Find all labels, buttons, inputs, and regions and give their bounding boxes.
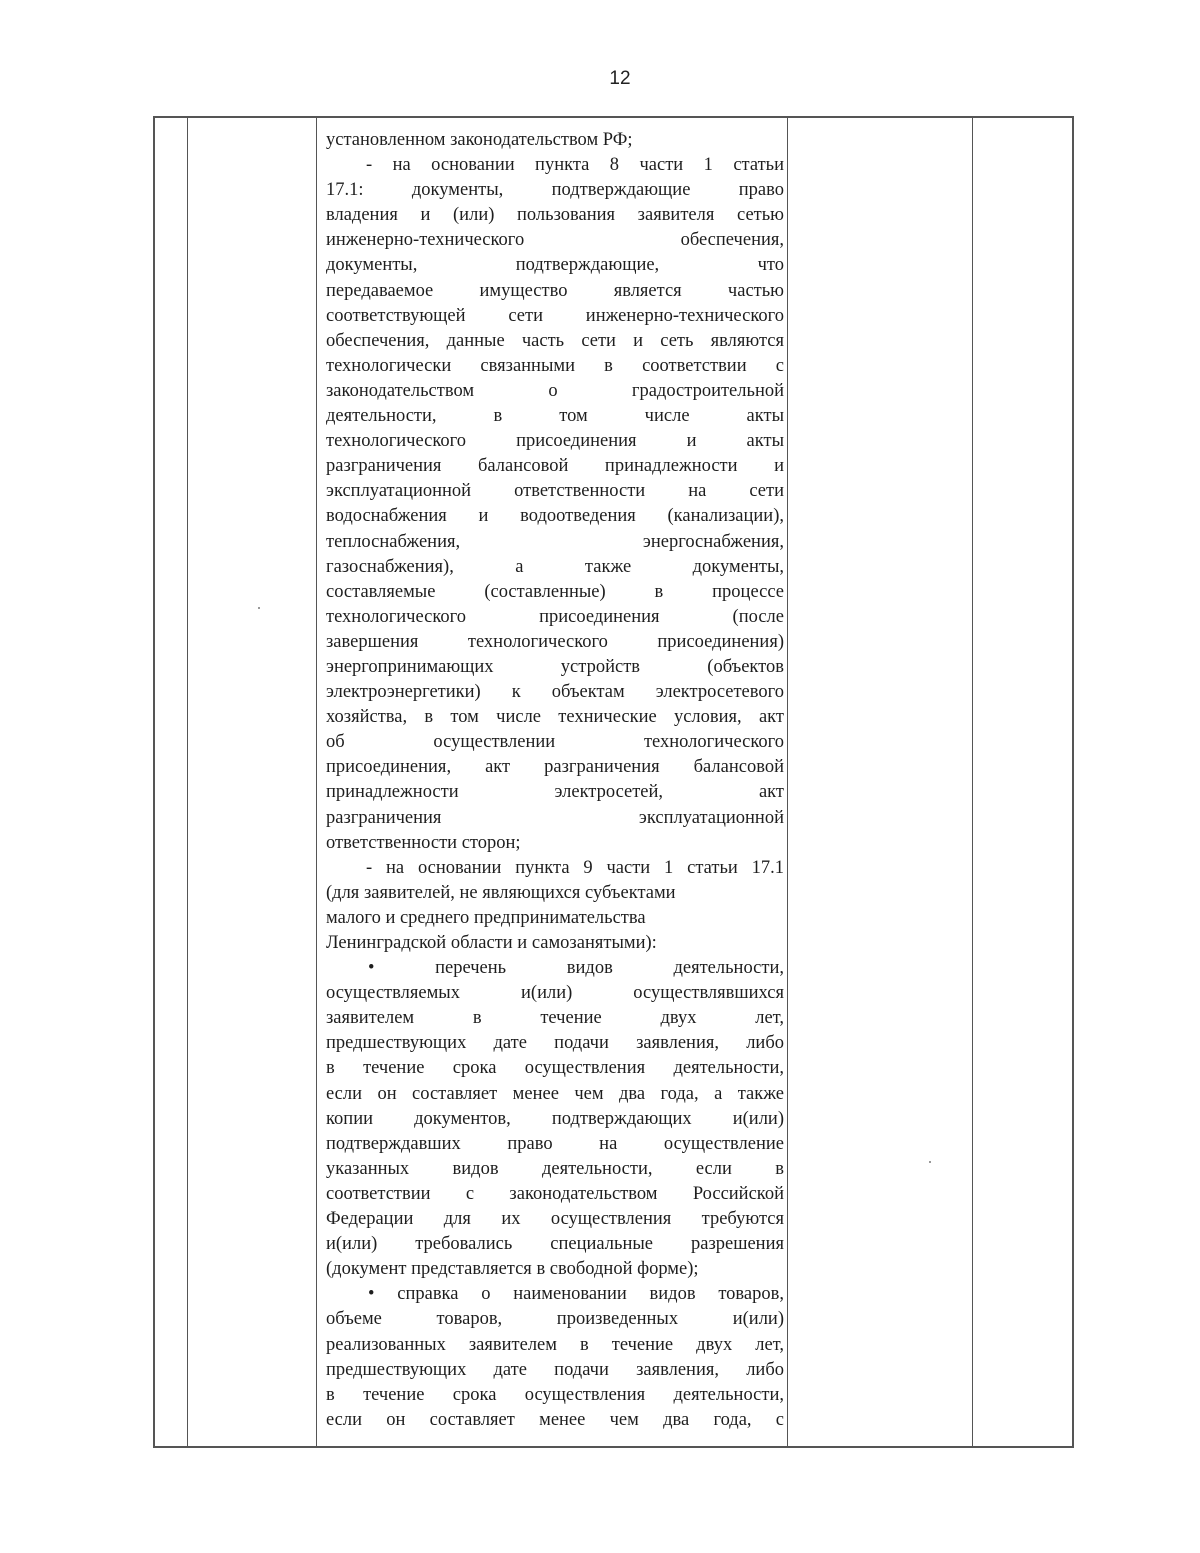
text-line: эксплуатационной ответственности на сети bbox=[326, 481, 784, 502]
text-line: хозяйства, в том числе технические условия, акт bbox=[326, 707, 784, 728]
text-line: технологического присоединения и акты bbox=[326, 431, 784, 452]
text-line: разграничения эксплуатационной bbox=[326, 807, 784, 828]
text-line: технологического присоединения (после bbox=[326, 606, 784, 627]
text-line: копии документов, подтверждающих и(или) bbox=[326, 1108, 784, 1129]
text-line: обеспечения, данные часть сети и сеть являются bbox=[326, 330, 784, 351]
text-line: технологически связанными в соответствии с bbox=[326, 355, 784, 376]
text-line: предшествующих дате подачи заявления, либо bbox=[326, 1033, 784, 1054]
text-line: осуществляемых и(или) осуществлявшихся bbox=[326, 983, 784, 1004]
scan-speck bbox=[929, 1161, 931, 1163]
text-line: соответствии с законодательством Российской bbox=[326, 1183, 784, 1204]
text-line: деятельности, в том числе акты bbox=[326, 406, 784, 427]
text-line: (для заявителей, не являющихся субъектами bbox=[326, 882, 676, 903]
text-line: теплоснабжения, энергоснабжения, bbox=[326, 531, 784, 552]
scan-speck bbox=[258, 607, 260, 609]
text-line: разграничения балансовой принадлежности и bbox=[326, 456, 784, 477]
text-line: присоединения, акт разграничения балансовой bbox=[326, 757, 784, 778]
text-line: составляемые (составленные) в процессе bbox=[326, 581, 784, 602]
column-divider-2 bbox=[316, 116, 317, 1448]
text-line: документы, подтверждающие, что bbox=[326, 255, 784, 276]
text-line: реализованных заявителем в течение двух лет, bbox=[326, 1334, 784, 1355]
text-line: предшествующих дате подачи заявления, либо bbox=[326, 1359, 784, 1380]
text-line: электроэнергетики) к объектам электросетевого bbox=[326, 682, 784, 703]
text-line: соответствующей сети инженерно-технического bbox=[326, 305, 784, 326]
text-line: указанных видов деятельности, если в bbox=[326, 1158, 784, 1179]
text-line: - на основании пункта 8 части 1 статьи bbox=[366, 155, 784, 176]
text-line: принадлежности электросетей, акт bbox=[326, 782, 784, 803]
column-divider-4 bbox=[972, 116, 973, 1448]
text-line: владения и (или) пользования заявителя сетью bbox=[326, 205, 784, 226]
text-line: законодательством о градостроительной bbox=[326, 380, 784, 401]
text-line: водоснабжения и водоотведения (канализации), bbox=[326, 506, 784, 527]
text-line: Федерации для их осуществления требуются bbox=[326, 1209, 784, 1230]
column-divider-1 bbox=[187, 116, 188, 1448]
text-line: в течение срока осуществления деятельности, bbox=[326, 1384, 784, 1405]
text-line: энергопринимающих устройств (объектов bbox=[326, 656, 784, 677]
column-divider-3 bbox=[787, 116, 788, 1448]
text-line: • перечень видов деятельности, bbox=[368, 958, 784, 979]
text-line: если он составляет менее чем два года, а также bbox=[326, 1083, 784, 1104]
text-line: подтверждавших право на осуществление bbox=[326, 1133, 784, 1154]
page-number: 12 bbox=[609, 68, 631, 89]
text-line: инженерно-технического обеспечения, bbox=[326, 230, 784, 251]
text-line: завершения технологического присоединения) bbox=[326, 631, 784, 652]
text-line: • справка о наименовании видов товаров, bbox=[368, 1284, 784, 1305]
text-line: 17.1: документы, подтверждающие право bbox=[326, 180, 784, 201]
text-line: передаваемое имущество является частью bbox=[326, 280, 784, 301]
text-line: объеме товаров, произведенных и(или) bbox=[326, 1309, 784, 1330]
text-line: и(или) требовались специальные разрешения bbox=[326, 1234, 784, 1255]
text-line: газоснабжения), а также документы, bbox=[326, 556, 784, 577]
text-line: установленном законодательством РФ; bbox=[326, 130, 633, 150]
text-line: заявителем в течение двух лет, bbox=[326, 1008, 784, 1029]
table-cell-text bbox=[326, 128, 784, 1433]
text-line: ответственности сторон; bbox=[326, 832, 521, 853]
text-line: если он составляет менее чем два года, с bbox=[326, 1409, 784, 1430]
text-line: в течение срока осуществления деятельности, bbox=[326, 1058, 784, 1079]
text-line: малого и среднего предпринимательства bbox=[326, 907, 646, 928]
text-line: - на основании пункта 9 части 1 статьи 17.1 bbox=[366, 857, 784, 878]
text-line: об осуществлении технологического bbox=[326, 732, 784, 753]
text-line: (документ представляется в свободной форме); bbox=[326, 1259, 699, 1280]
text-line: Ленинградской области и самозанятыми): bbox=[326, 933, 657, 953]
